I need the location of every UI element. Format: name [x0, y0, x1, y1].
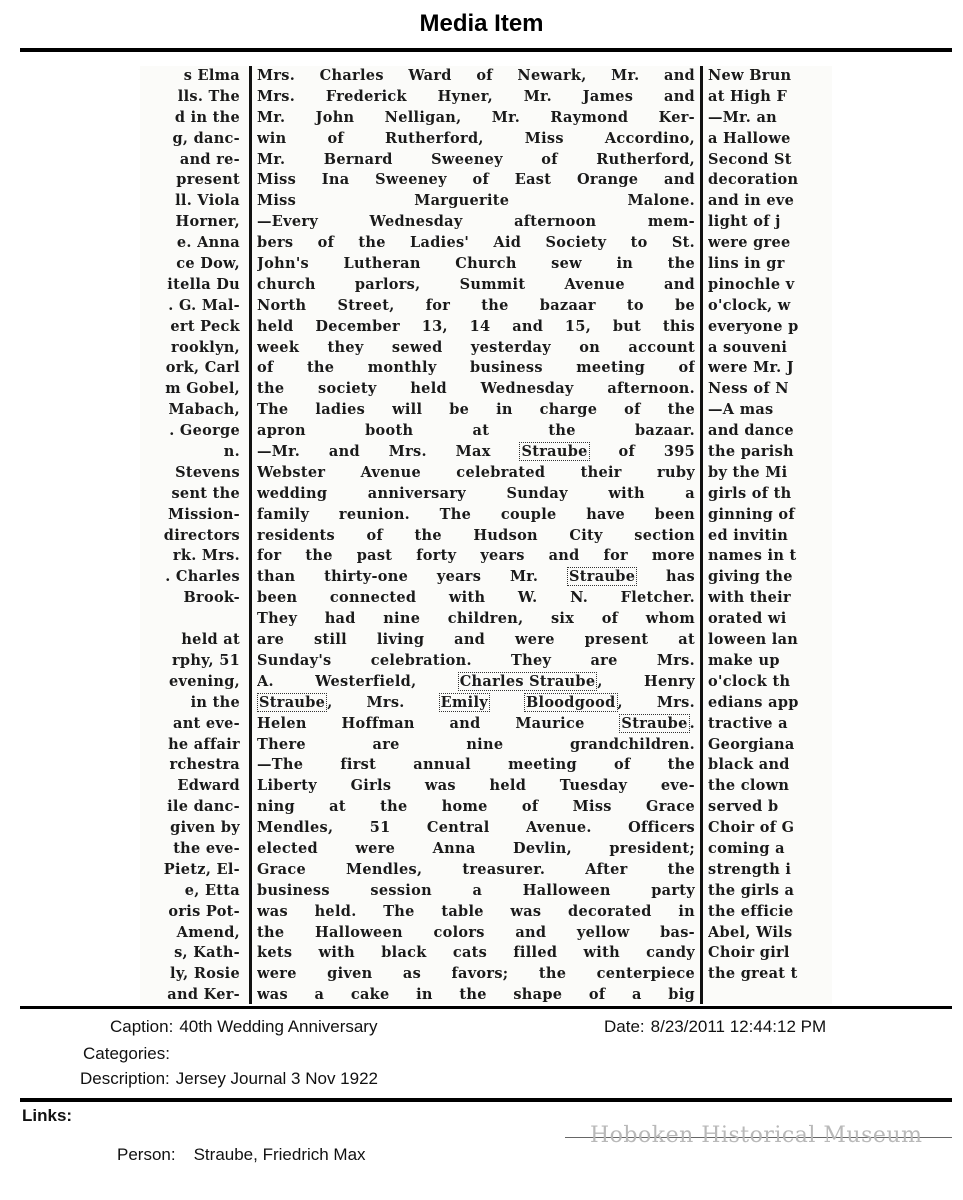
- person-label: Person:: [117, 1145, 176, 1164]
- right_column-line: the great t: [708, 965, 798, 983]
- middle_column-line: elected were Anna Devlin, president;: [257, 839, 695, 857]
- right_column-line: Second St: [708, 150, 792, 168]
- museum-watermark: Hoboken Historical Museum: [590, 1123, 923, 1148]
- clipping-middle-column: [257, 66, 695, 1004]
- caption-row: [110, 1017, 377, 1037]
- left_column-line: and re-: [179, 150, 240, 168]
- middle_column-line: John's Lutheran Church sew in the: [257, 255, 695, 273]
- middle_column-line: apron booth at the bazaar.: [257, 422, 695, 440]
- column-rule: [249, 66, 252, 1004]
- right_column-line: Ness of N: [708, 380, 789, 398]
- right_column-line: coming a: [708, 839, 785, 857]
- left_column-line: e, Etta: [184, 881, 240, 899]
- categories-label: Categories:: [83, 1044, 170, 1063]
- left_column-line: present: [176, 171, 240, 189]
- left_column-line: m Gobel,: [165, 380, 240, 398]
- right_column-line: black and: [708, 756, 790, 774]
- left_column-line: g, danc-: [172, 129, 240, 147]
- left_column-line: ile danc-: [167, 798, 240, 816]
- clipping-left-column: [140, 66, 240, 1004]
- date-value: 8/23/2011 12:44:12 PM: [650, 1017, 827, 1036]
- middle_column-line: Grace Mendles, treasurer. After the: [257, 860, 695, 878]
- left_column-line: . G. Mal-: [168, 296, 240, 314]
- middle_column-line: Liberty Girls was held Tuesday eve-: [257, 777, 695, 795]
- right_column-line: loween lan: [708, 631, 799, 649]
- left_column-line: Horner,: [175, 213, 240, 231]
- left_column-line: s Elma: [183, 67, 240, 84]
- left_column-line: [140, 609, 240, 630]
- middle_column-line: residents of the Hudson City section: [257, 526, 695, 544]
- right_column-line: were Mr. J: [708, 359, 794, 377]
- middle_column-line: Sunday's celebration. They are Mrs.: [257, 651, 695, 669]
- right_column-line: giving the: [708, 568, 793, 586]
- description-value: Jersey Journal 3 Nov 1922: [175, 1069, 378, 1088]
- middle_column-line: was a cake in the shape of a big: [257, 986, 695, 1004]
- meta-divider: [20, 1006, 952, 1009]
- middle_column-line: family reunion. The couple have been: [257, 505, 695, 523]
- right_column-line: pinochle v: [708, 275, 795, 293]
- middle_column-line: Helen Hoffman and Maurice Straube .: [257, 714, 695, 732]
- left_column-line: Stevens: [175, 463, 240, 481]
- left_column-line: ert Peck: [170, 317, 240, 335]
- description-label: Description:: [80, 1069, 170, 1088]
- middle_column-line: —Mr. and Mrs. Max Straube of 395: [257, 443, 695, 461]
- left_column-line: ly, Rosie: [170, 965, 240, 983]
- description-row: [80, 1069, 378, 1089]
- header-divider: [20, 48, 952, 52]
- right_column-line: girls of th: [708, 484, 792, 502]
- middle_column-line: for the past forty years and for more: [257, 547, 695, 565]
- middle_column-line: ning at the home of Miss Grace: [257, 798, 695, 816]
- middle_column-line: business session a Halloween party: [257, 881, 695, 899]
- left_column-line: Edward: [177, 777, 240, 795]
- right_column-line: Georgiana: [708, 735, 795, 753]
- left_column-line: and Ker-: [167, 986, 240, 1004]
- left_column-line: Mission-: [167, 505, 240, 523]
- left_column-line: evening,: [168, 672, 240, 690]
- middle_column-line: Mr. Bernard Sweeney of Rutherford,: [257, 150, 695, 168]
- left_column-line: Mabach,: [168, 401, 240, 419]
- left_column-line: he affair: [168, 735, 240, 753]
- left_column-line: Amend,: [176, 923, 240, 941]
- right_column-line: and dance: [708, 422, 794, 440]
- middle_column-line: was held. The table was decorated in: [257, 902, 695, 920]
- left_column-line: s, Kath-: [174, 944, 240, 962]
- right_column-line: light of j: [708, 213, 781, 231]
- categories-row: [83, 1044, 176, 1064]
- left_column-line: Pietz, El-: [163, 860, 240, 878]
- left_column-line: e. Anna: [176, 234, 240, 252]
- left_column-line: lls. The: [177, 87, 240, 105]
- middle_column-line: kets with black cats filled with candy: [257, 944, 695, 962]
- middle_column-line: bers of the Ladies' Aid Society to St.: [257, 234, 695, 252]
- left_column-line: d in the: [174, 108, 240, 126]
- caption-label: Caption:: [110, 1017, 174, 1036]
- right_column-line: decoration: [708, 171, 799, 189]
- right_column-line: orated wi: [708, 610, 787, 628]
- left_column-line: rchestra: [169, 756, 240, 774]
- middle_column-line: Mrs. Frederick Hyner, Mr. James and: [257, 87, 695, 105]
- left_column-line: oris Pot-: [168, 902, 240, 920]
- right_column-line: New Brun: [708, 67, 792, 84]
- middle_column-line: than thirty-one years Mr. Straube has: [257, 568, 695, 586]
- middle_column-line: win of Rutherford, Miss Accordino,: [257, 129, 695, 147]
- right_column-line: make up: [708, 651, 780, 669]
- page-title: Media Item: [419, 10, 544, 37]
- left_column-line: given by: [170, 819, 240, 837]
- middle_column-line: —The first annual meeting of the: [257, 756, 695, 774]
- right_column-line: Choir girl: [708, 944, 790, 962]
- middle_column-line: Webster Avenue celebrated their ruby: [257, 463, 695, 481]
- middle_column-line: The ladies will be in charge of the: [257, 401, 695, 419]
- links-divider: [20, 1098, 952, 1102]
- left_column-line: sent the: [171, 484, 240, 502]
- right_column-line: a Hallowe: [708, 129, 791, 147]
- right_column-line: lins in gr: [708, 255, 785, 273]
- person-link[interactable]: Straube, Friedrich Max: [193, 1145, 366, 1164]
- left_column-line: in the: [190, 693, 240, 711]
- right_column-line: the girls a: [708, 881, 795, 899]
- right_column-line: o'clock, w: [708, 296, 791, 314]
- middle_column-line: of the monthly business meeting of: [257, 359, 695, 377]
- left_column-line: itella Du: [167, 275, 240, 293]
- middle_column-line: Miss Marguerite Malone.: [257, 192, 695, 210]
- right_column-line: tractive a: [708, 714, 788, 732]
- links-label: Links:: [22, 1106, 73, 1125]
- left_column-line: . Charles: [165, 568, 240, 586]
- middle_column-line: Miss Ina Sweeney of East Orange and: [257, 171, 695, 189]
- right_column-line: by the Mi: [708, 463, 788, 481]
- right_column-line: —A mas: [708, 401, 774, 419]
- middle_column-line: Mrs. Charles Ward of Newark, Mr. and: [257, 67, 695, 84]
- right_column-line: edians app: [708, 693, 799, 711]
- left_column-line: n.: [223, 443, 240, 461]
- middle_column-line: were given as favors; the centerpiece: [257, 965, 695, 983]
- left_column-line: rk. Mrs.: [172, 547, 240, 565]
- person-row: [117, 1145, 366, 1165]
- newspaper-clipping: [140, 66, 832, 1004]
- right_column-line: were gree: [708, 234, 791, 252]
- right_column-line: and in eve: [708, 192, 795, 210]
- middle_column-line: wedding anniversary Sunday with a: [257, 484, 695, 502]
- caption-value: 40th Wedding Anniversary: [179, 1017, 378, 1036]
- middle_column-line: North Street, for the bazaar to be: [257, 296, 695, 314]
- right_column-line: the parish: [708, 443, 794, 461]
- clipping-right-column: [708, 66, 832, 985]
- column-rule: [700, 66, 703, 1004]
- middle_column-line: Straube , Mrs. Emily Bloodgood , Mrs.: [259, 693, 695, 711]
- left_column-line: rphy, 51: [171, 651, 240, 669]
- left_column-line: rooklyn,: [171, 338, 240, 356]
- left_column-line: . George: [169, 422, 240, 440]
- middle_column-line: are still living and were present at: [257, 631, 695, 649]
- date-row: [604, 1017, 826, 1037]
- right_column-line: names in t: [708, 547, 797, 565]
- middle_column-line: week they sewed yesterday on account: [257, 338, 695, 356]
- left_column-line: the eve-: [173, 839, 240, 857]
- right_column-line: the clown: [708, 777, 790, 795]
- middle_column-line: been connected with W. N. Fletcher.: [257, 589, 695, 607]
- middle_column-line: There are nine grandchildren.: [257, 735, 695, 753]
- date-label: Date:: [604, 1017, 645, 1036]
- left_column-line: directors: [163, 526, 240, 544]
- left_column-line: ant eve-: [173, 714, 240, 732]
- middle_column-line: held December 13, 14 and 15, but this: [257, 317, 695, 335]
- middle_column-line: Mendles, 51 Central Avenue. Officers: [257, 819, 695, 837]
- right_column-line: ed invitin: [708, 526, 789, 544]
- middle_column-line: —Every Wednesday afternoon mem-: [257, 213, 695, 231]
- right_column-line: at High F: [708, 87, 788, 105]
- middle_column-line: They had nine children, six of whom: [257, 610, 695, 628]
- middle_column-line: Mr. John Nelligan, Mr. Raymond Ker-: [257, 108, 695, 126]
- right_column-line: served b: [708, 798, 779, 816]
- left_column-line: ork, Carl: [165, 359, 240, 377]
- right_column-line: o'clock th: [708, 672, 791, 690]
- right_column-line: —Mr. an: [708, 108, 777, 126]
- right_column-line: Choir of G: [708, 819, 795, 837]
- right_column-line: a souveni: [708, 338, 788, 356]
- left_column-line: ll. Viola: [175, 192, 240, 210]
- left_column-line: ce Dow,: [176, 255, 240, 273]
- middle_column-line: the society held Wednesday afternoon.: [257, 380, 695, 398]
- middle_column-line: the Halloween colors and yellow bas-: [257, 923, 695, 941]
- middle_column-line: church parlors, Summit Avenue and: [257, 275, 695, 293]
- right_column-line: Abel, Wils: [708, 923, 793, 941]
- left_column-line: Brook-: [183, 589, 240, 607]
- left_column-line: held at: [181, 631, 240, 649]
- right_column-line: the efficie: [708, 902, 794, 920]
- right_column-line: with their: [708, 589, 791, 607]
- right_column-line: everyone p: [708, 317, 799, 335]
- right_column-line: strength i: [708, 860, 792, 878]
- middle_column-line: A. Westerfield, Charles Straube , Henry: [257, 672, 695, 690]
- right_column-line: ginning of: [708, 505, 795, 523]
